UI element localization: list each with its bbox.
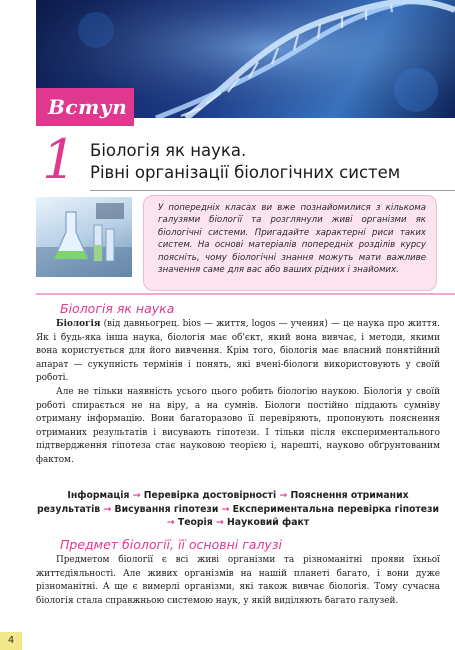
chapter-title — [90, 140, 400, 184]
arrow-icon: → — [166, 517, 175, 529]
section1-paragraph2: Але не тільки наявність усього цього робить біологію наукою. Біологія у своїй роботі спирається не на віру, а на сумнів. Біологи постійно піддають сумніву отриману інформацію. Вони багаторазово її перевіряють, пропонують пояснення отриманих результатів і висувають гіпотези. І тільки після експериментального підтвердження гіпотеза стає науковою теорією і, нарешті, науково обґрунтованим фактом. — [36, 386, 440, 465]
title-divider — [90, 190, 455, 191]
section-divider — [36, 293, 455, 295]
section-label-badge — [36, 88, 134, 126]
section1-paragraph1 — [36, 318, 440, 386]
intro-text: У попередніх класах ви вже познайомилися з кількома галузями біології та розглянули живі організми як біологічні системи. Пригадайте характерні риси таких систем. На основі матеріалів попередніх розділів курсу поясніть, чому біологічні знання можуть мати важливе значення саме для вас або ваших рідних і знайомих. — [158, 203, 426, 276]
arrow-icon: → — [215, 517, 224, 529]
scientific-method-flow — [36, 489, 440, 530]
lab-flasks-photo — [36, 197, 132, 277]
flask-illustration — [36, 197, 132, 277]
chapter-title-line2: Рівні організації біологічних систем — [90, 163, 401, 182]
term-biology: Біологія — [56, 319, 101, 329]
section2-paragraph1: Предметом біології є всі живі організми та різноманітні прояви їхньої життєдіяльності. Але живих організмів на нашій планеті багато, і вони дуже різноманітні. А ще є вимерлі організми, які також вивчає біологія. Тому сучасна біологія стала справжньою системою наук, у якій виділяють багато галузей. — [36, 555, 440, 606]
intro-callout — [143, 195, 437, 291]
flow-item: Експериментальна перевірка гіпотези — [232, 503, 440, 515]
arrow-icon: → — [103, 503, 112, 515]
chapter-title-line1: Біологія як наука. — [90, 141, 247, 160]
page-number: 4 — [0, 632, 22, 650]
flow-item: Теорія — [177, 517, 213, 529]
section2-body — [36, 554, 440, 608]
flow-item: Науковий факт — [227, 517, 310, 529]
flow-item: Пояснення отриманих результатів — [36, 490, 409, 515]
flow-item: Інформація — [67, 490, 130, 501]
arrow-icon: → — [279, 490, 288, 501]
arrow-icon: → — [221, 503, 230, 515]
section-label: Вступ — [48, 95, 128, 119]
section-heading-subject-of-biology: Предмет біології, її основні галузі — [60, 537, 282, 552]
section1-body — [36, 318, 440, 468]
flow-item: Висування гіпотези — [114, 503, 219, 515]
chapter-number: 1 — [42, 128, 77, 191]
section1-p1-text: (від давньогрец. bios — життя, logos — учення) — це наука про життя. Як і будь-яка інша наука, біологія має об'єкт, який вона вивчає, і методи, якими вона користується для його вивчення. Крім того, біологія має власний понятійний апарат — сукупність термінів і понять, які вчені-біологи використовують у своїй роботі. — [36, 319, 440, 384]
flow-item: Перевірка достовірності — [143, 490, 277, 501]
arrow-icon: → — [132, 490, 141, 501]
section-heading-biology-as-science: Біологія як наука — [60, 301, 175, 316]
